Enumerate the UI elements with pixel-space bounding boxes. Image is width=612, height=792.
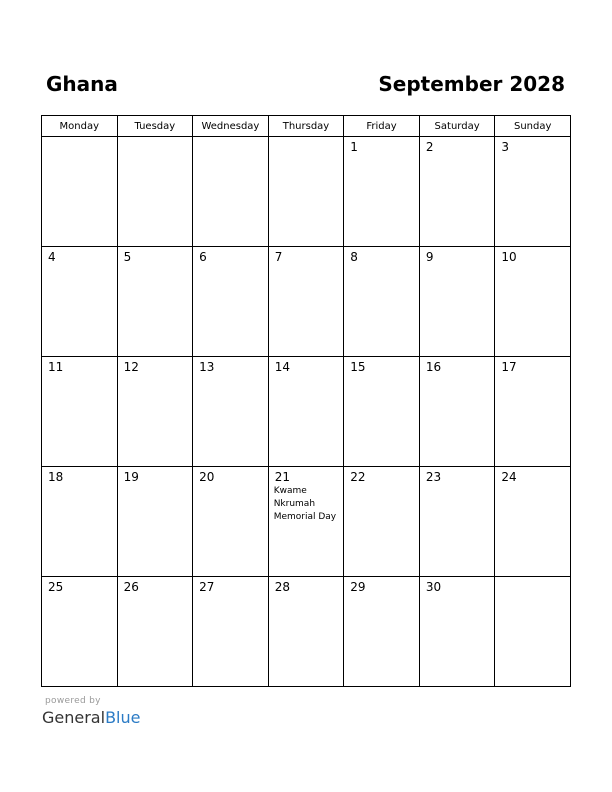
- day-number: 23: [425, 470, 442, 484]
- day-number: 22: [350, 470, 366, 484]
- week-row: [42, 467, 571, 577]
- day-number: 2: [425, 140, 434, 154]
- day-number: 8: [350, 250, 358, 264]
- day-cell: [42, 577, 118, 687]
- day-cell: [193, 357, 269, 467]
- day-number: 9: [425, 250, 434, 264]
- day-cell: [117, 467, 193, 577]
- week-row: [42, 357, 571, 467]
- day-cell: [268, 247, 344, 357]
- day-cell: [344, 577, 420, 687]
- day-cell: [117, 577, 193, 687]
- day-cell: [419, 357, 495, 467]
- weekday-thursday: Thursday: [268, 116, 344, 137]
- month-year-title: September 2028: [378, 72, 565, 96]
- day-number: 24: [501, 470, 517, 484]
- weekday-friday: Friday: [344, 116, 420, 137]
- day-number: 1: [350, 140, 358, 154]
- day-number: 16: [425, 360, 442, 374]
- week-row: [42, 137, 571, 247]
- week-row: [42, 247, 571, 357]
- day-number: 25: [48, 580, 64, 594]
- day-cell: [495, 577, 571, 687]
- day-number: 7: [274, 250, 283, 264]
- holiday-label: Kwame Nkrumah Memorial Day: [273, 486, 337, 522]
- day-cell: [495, 357, 571, 467]
- day-number: 14: [274, 360, 290, 374]
- day-number: 12: [123, 360, 139, 374]
- day-number: 13: [199, 360, 215, 374]
- day-cell: [495, 137, 571, 247]
- day-number: [495, 577, 570, 580]
- generalblue-branding[interactable]: [42, 696, 140, 728]
- day-number: 30: [425, 580, 442, 594]
- day-cell: [42, 137, 118, 247]
- logo-general-text: General: [42, 708, 106, 727]
- day-cell: [419, 467, 495, 577]
- day-cell: [344, 467, 420, 577]
- day-number: 5: [123, 250, 132, 264]
- day-number: 17: [501, 360, 517, 374]
- day-number: 20: [199, 470, 215, 484]
- day-cell: [117, 137, 193, 247]
- week-row: [42, 577, 571, 687]
- day-number: 26: [123, 580, 139, 594]
- day-cell: [344, 137, 420, 247]
- day-number: 10: [501, 250, 517, 264]
- day-number: 11: [48, 360, 64, 374]
- day-cell: [495, 247, 571, 357]
- day-cell: [193, 467, 269, 577]
- day-number: 29: [350, 580, 366, 594]
- day-number: [269, 137, 344, 140]
- logo-blue-text: Blue: [105, 708, 141, 727]
- day-number: 4: [48, 250, 56, 264]
- day-cell: [268, 137, 344, 247]
- day-number: 3: [501, 140, 510, 154]
- weekday-header-row: [42, 116, 571, 137]
- day-cell: [268, 577, 344, 687]
- weekday-monday: Monday: [42, 116, 118, 137]
- day-number: 6: [199, 250, 207, 264]
- day-number: 27: [199, 580, 215, 594]
- day-number: 28: [274, 580, 290, 594]
- generalblue-logo[interactable]: [42, 708, 140, 728]
- day-number: 18: [48, 470, 64, 484]
- day-cell: [117, 357, 193, 467]
- powered-by-text: powered by: [45, 696, 101, 706]
- day-cell-holiday: [268, 467, 344, 577]
- day-cell: [42, 467, 118, 577]
- day-number: 21: [274, 470, 290, 484]
- day-cell: [344, 247, 420, 357]
- day-cell: [419, 247, 495, 357]
- weekday-wednesday: Wednesday: [193, 116, 269, 137]
- day-number: [193, 137, 268, 140]
- day-number: [42, 137, 117, 140]
- day-cell: [419, 577, 495, 687]
- day-cell: [42, 357, 118, 467]
- weekday-saturday: Saturday: [419, 116, 495, 137]
- country-title: Ghana: [46, 72, 118, 96]
- day-cell: [117, 247, 193, 357]
- day-cell: [419, 137, 495, 247]
- day-number: 15: [350, 360, 366, 374]
- day-cell: [42, 247, 118, 357]
- weekday-sunday: Sunday: [495, 116, 571, 137]
- day-cell: [344, 357, 420, 467]
- day-number: [118, 137, 193, 140]
- day-number: 19: [123, 470, 139, 484]
- calendar-grid: [41, 115, 571, 687]
- day-cell: [193, 577, 269, 687]
- day-cell: [495, 467, 571, 577]
- weekday-tuesday: Tuesday: [117, 116, 193, 137]
- day-cell: [193, 137, 269, 247]
- day-cell: [193, 247, 269, 357]
- day-cell: [268, 357, 344, 467]
